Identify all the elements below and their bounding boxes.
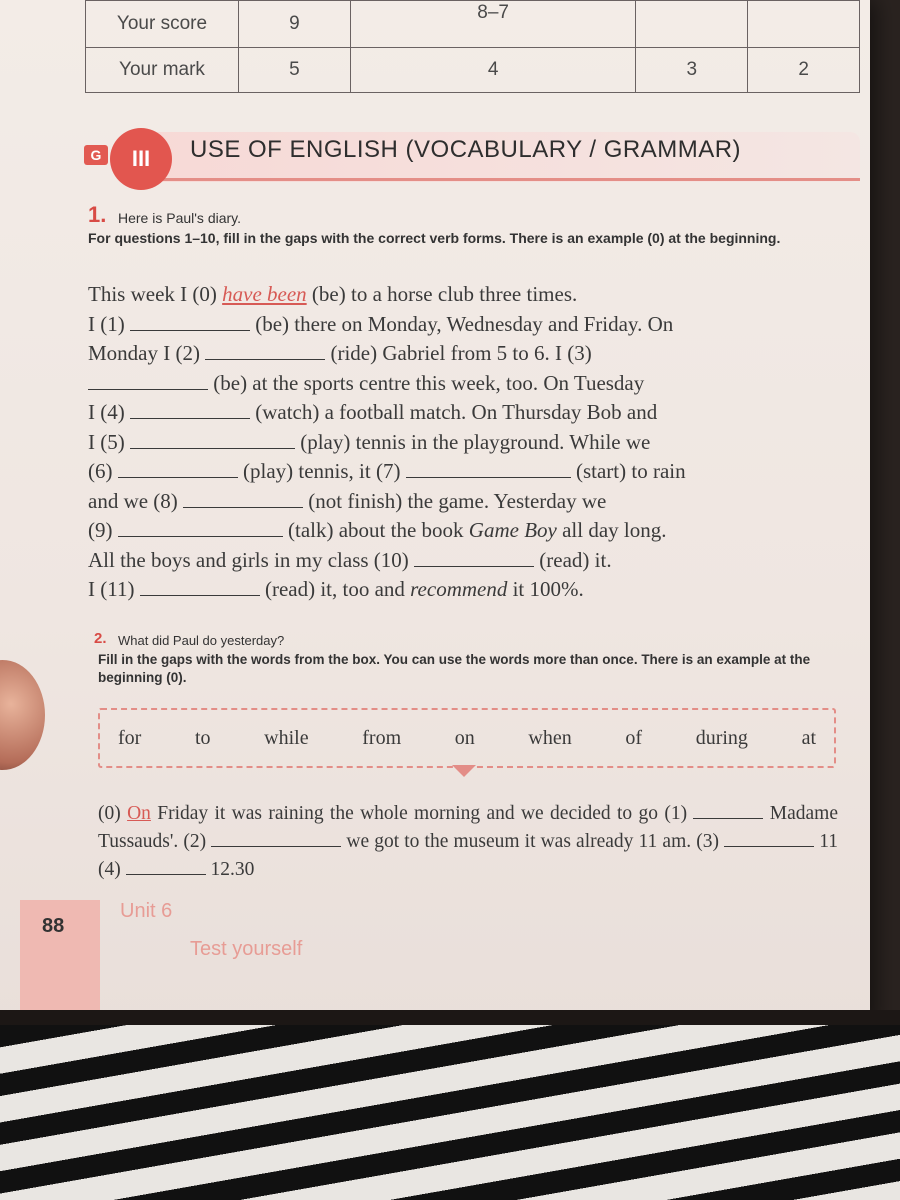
score-cell — [748, 1, 860, 48]
text-segment: I (4) — [88, 400, 130, 424]
score-table — [85, 0, 860, 93]
text-segment: 12.30 — [205, 859, 255, 880]
text-segment: (9) — [88, 518, 118, 542]
text-segment: (talk) about the book — [282, 518, 469, 542]
answer-gap-2[interactable] — [211, 830, 341, 847]
striped-cloth — [0, 1025, 900, 1200]
page-number: 88 — [42, 915, 65, 937]
answer-gap-1[interactable] — [693, 802, 763, 819]
text-segment: Monday I (2) — [88, 341, 206, 365]
answer-gap-3[interactable] — [88, 373, 208, 390]
word-box-item: to — [194, 726, 211, 749]
exercise-2-heading: What did Paul do yesterday? — [118, 633, 285, 648]
answer-gap-7[interactable] — [406, 461, 571, 478]
score-row — [86, 1, 860, 48]
text-segment: all day long. — [556, 518, 667, 542]
exercise-2-text — [98, 800, 838, 884]
word-box-item: from — [362, 726, 402, 749]
answer-gap-1[interactable] — [130, 314, 250, 331]
exercise-2-instruction: Fill in the gaps with the words from the box. You can use the words more than once. There is an example at the beginning (0). — [98, 652, 811, 685]
unit-label: Unit 6 — [120, 900, 173, 922]
text-segment: we got to the museum it was already 11 am. (3) — [341, 831, 725, 852]
answer-gap-4[interactable] — [130, 402, 250, 419]
book-title: Game Boy — [468, 518, 557, 542]
text-segment: I (1) — [88, 311, 130, 336]
text-segment: and we (8) — [88, 488, 184, 513]
word-box-item: during — [695, 726, 748, 749]
exercise-1-number: 1. — [88, 202, 107, 227]
mark-cell: 5 — [239, 48, 351, 93]
word-box-item: at — [801, 726, 816, 749]
text-segment: (start) to rain — [570, 459, 686, 483]
text-segment: (be) at the sports centre this week, too. On Tuesday — [208, 370, 645, 395]
mark-label: Your mark — [86, 48, 239, 93]
text-segment: I (11) — [88, 577, 140, 601]
word-box-item: of — [625, 726, 643, 749]
text-segment: (play) tennis, it (7) — [237, 459, 406, 483]
exercise-1-heading: Here is Paul's diary. — [118, 210, 242, 226]
text-segment: it 100%. — [507, 577, 584, 601]
text-segment: (ride) Gabriel from 5 to 6. I (3) — [325, 341, 592, 365]
exercise-1-instruction: For questions 1–10, fill in the gaps with the correct verb forms. There is an example (0) at the beginning. — [88, 230, 781, 246]
word-box-item: on — [454, 726, 475, 749]
text-segment: (read) it, too and — [259, 577, 411, 601]
answer-gap-2[interactable] — [205, 343, 325, 360]
answer-gap-8[interactable] — [183, 491, 303, 508]
recommend-word: recommend — [410, 577, 508, 601]
text-segment: All the boys and girls in my class (10) — [88, 547, 415, 572]
answer-gap-11[interactable] — [140, 579, 260, 596]
section-underline — [140, 178, 860, 181]
text-segment: Madame Tussauds'. (2) — [98, 803, 838, 852]
text-segment: (0) — [98, 803, 128, 824]
section-title: USE OF ENGLISH (VOCABULARY / GRAMMAR) — [190, 136, 742, 163]
answer-gap-4[interactable] — [126, 858, 206, 875]
score-label: Your score — [86, 1, 239, 48]
text-segment: (watch) a football match. On Thursday Bob and — [249, 400, 658, 424]
grammar-icon: G — [84, 145, 108, 165]
section-footer-label: Test yourself — [190, 938, 303, 960]
word-box-item: while — [264, 726, 309, 749]
answer-gap-6[interactable] — [118, 461, 238, 478]
example-answer: On — [127, 803, 151, 824]
example-answer: have been — [222, 282, 307, 306]
score-cell: 8–7 — [350, 1, 636, 48]
answer-gap-10[interactable] — [414, 550, 534, 567]
mark-cell: 4 — [350, 48, 636, 93]
text-segment: (play) tennis in the playground. While we — [294, 429, 651, 454]
text-segment: 11 (4) — [98, 831, 838, 880]
word-box — [98, 708, 836, 768]
mark-row — [86, 48, 860, 93]
word-box-arrow-icon — [452, 765, 476, 777]
text-segment: Friday it was raining the whole morning and we decided to go (1) — [150, 803, 694, 824]
text-segment: (be) there on Monday, Wednesday and Friday. On — [249, 311, 674, 336]
word-box-item: when — [528, 726, 572, 749]
answer-gap-9[interactable] — [118, 520, 283, 537]
answer-gap-3[interactable] — [724, 830, 814, 847]
text-segment: (not finish) the game. Yesterday we — [303, 488, 607, 513]
word-box-item: for — [118, 726, 142, 749]
text-segment: (be) to a horse club three times. — [306, 282, 578, 306]
text-segment: (read) it. — [534, 547, 612, 572]
mark-cell: 2 — [748, 48, 860, 93]
diary-text — [88, 280, 858, 605]
mark-cell: 3 — [636, 48, 748, 93]
exercise-2-number: 2. — [94, 630, 107, 647]
text-segment: This week I (0) — [88, 282, 223, 306]
score-cell — [636, 1, 748, 48]
text-segment: (6) — [88, 459, 118, 483]
score-cell: 9 — [239, 1, 351, 48]
text-segment: I (5) — [88, 429, 130, 454]
answer-gap-5[interactable] — [130, 432, 295, 449]
section-numeral-badge: III — [110, 128, 172, 190]
